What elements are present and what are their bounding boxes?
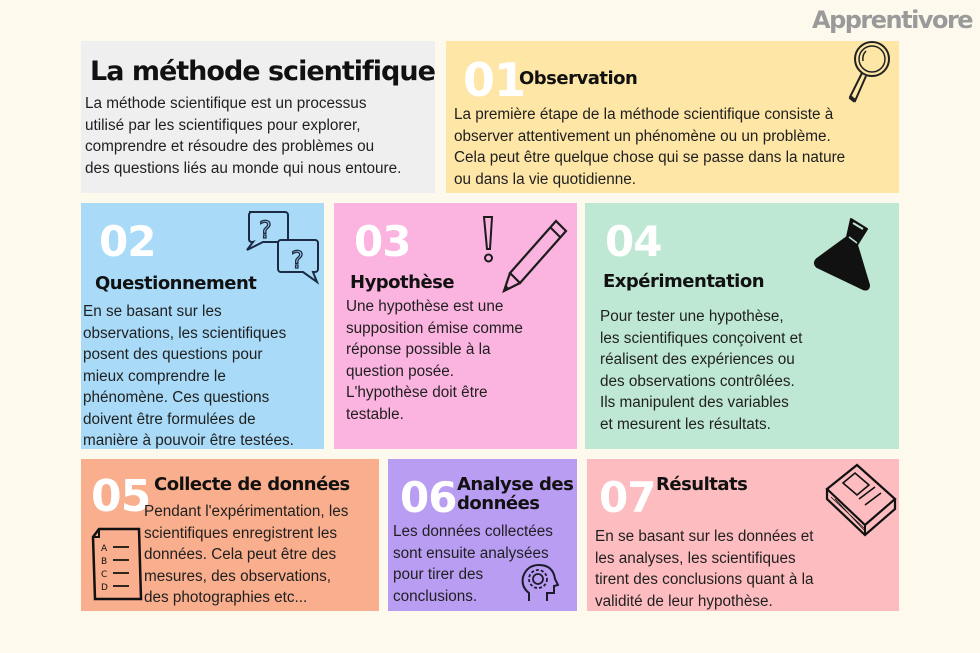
step-number: 06	[400, 473, 457, 522]
intro-card	[81, 41, 435, 193]
intro-text	[85, 93, 401, 179]
step-hypothese-card	[334, 203, 577, 449]
step-number: 07	[599, 473, 656, 522]
step-line: question posée.	[346, 362, 455, 380]
intro-line: utilisé par les scientifiques pour explorer,	[85, 116, 361, 134]
svg-text:?: ?	[291, 246, 304, 274]
step-text	[454, 104, 845, 190]
book-icon	[823, 461, 899, 537]
step-line: tirent des conclusions quant à la	[595, 571, 814, 588]
step-line: Pour tester une hypothèse,	[600, 308, 784, 325]
step-line: et mesurent les résultats.	[600, 415, 771, 433]
step-line: posent des questions pour	[83, 346, 263, 363]
step-line: Ils manipulent des variables	[600, 394, 789, 411]
step-analyse-card	[388, 459, 577, 611]
svg-text:C: C	[101, 570, 108, 580]
step-line: L'hypothèse doit être	[346, 384, 488, 401]
step-text	[595, 526, 814, 612]
step-line: sont ensuite analysées	[393, 544, 549, 562]
exclamation-pencil-icon	[480, 213, 572, 295]
svg-text:?: ?	[259, 216, 272, 244]
flask-icon	[811, 215, 875, 295]
step-line: Cela peut être quelque chose qui se passe dans la nature	[454, 149, 846, 166]
svg-text:B: B	[101, 557, 108, 567]
step-line: Une hypothèse est une	[346, 298, 504, 315]
step-line: ou dans la vie quotidienne.	[454, 170, 637, 188]
step-line: observer attentivement un phénomène ou un problème.	[454, 127, 831, 145]
step-line: doivent être formulées de	[83, 410, 256, 428]
step-text	[144, 501, 348, 609]
step-line: validité de leur hypothèse.	[595, 592, 773, 610]
step-line: En se basant sur les données et	[595, 528, 814, 545]
step-title	[457, 476, 573, 514]
step-number: 05	[91, 471, 151, 522]
step-line: pour tirer des	[393, 566, 484, 583]
step-number: 02	[99, 217, 156, 266]
step-line: des observations contrôlées.	[600, 372, 795, 390]
step-questionnement-card	[81, 203, 324, 449]
step-line: des photographies etc...	[144, 589, 308, 606]
svg-text:D: D	[101, 583, 108, 593]
step-line: données. Cela peut être des	[144, 546, 337, 563]
step-title: Expérimentation	[603, 271, 765, 292]
step-text	[600, 306, 802, 435]
checklist-icon	[89, 527, 143, 601]
step-title: Résultats	[656, 474, 748, 495]
page-title: La méthode scientifique	[90, 56, 435, 87]
step-line: La première étape de la méthode scientifique consiste à	[454, 106, 834, 123]
step-line: supposition émise comme	[346, 319, 523, 337]
step-title-line: Analyse des	[457, 474, 574, 495]
step-text	[393, 521, 553, 607]
step-line: Les données collectées	[393, 523, 553, 540]
step-line: observations, les scientifiques	[83, 324, 287, 342]
step-line: Pendant l'expérimentation, les	[144, 503, 349, 520]
step-resultats-card	[587, 459, 899, 611]
step-line: testable.	[346, 405, 404, 423]
step-number: 01	[463, 53, 526, 107]
intro-line: des questions liés au monde qui nous entoure.	[85, 159, 402, 177]
step-line: conclusions.	[393, 587, 478, 605]
step-number: 04	[605, 217, 662, 266]
step-title: Collecte de données	[154, 474, 350, 495]
step-observation-card	[446, 41, 899, 193]
intro-line: comprendre et résoudre des problèmes ou	[85, 138, 375, 155]
step-collecte-card	[81, 459, 379, 611]
step-line: les scientifiques conçoivent et	[600, 329, 803, 347]
step-line: phénomène. Ces questions	[83, 389, 270, 406]
step-line: manière à pouvoir être testées.	[83, 432, 294, 449]
step-number: 03	[354, 217, 411, 266]
step-line: scientifiques enregistrent les	[144, 524, 338, 542]
step-title-line: données	[457, 492, 540, 514]
step-line: En se basant sur les	[83, 303, 222, 320]
step-line: mieux comprendre le	[83, 367, 226, 385]
step-line: les analyses, les scientifiques	[595, 549, 796, 567]
step-text	[83, 301, 294, 452]
intro-line: La méthode scientifique est un processus	[85, 95, 367, 112]
magnifying-glass-icon	[844, 39, 894, 107]
svg-text:A: A	[101, 544, 108, 554]
brand-logo: Apprentivore	[812, 6, 973, 34]
step-title: Questionnement	[95, 273, 257, 294]
step-text	[346, 296, 523, 425]
step-line: réponse possible à la	[346, 341, 491, 358]
step-title: Observation	[519, 68, 638, 89]
step-line: réalisent des expériences ou	[600, 351, 795, 368]
step-title: Hypothèse	[350, 272, 455, 293]
step-experimentation-card	[585, 203, 899, 449]
step-line: mesures, des observations,	[144, 567, 332, 585]
